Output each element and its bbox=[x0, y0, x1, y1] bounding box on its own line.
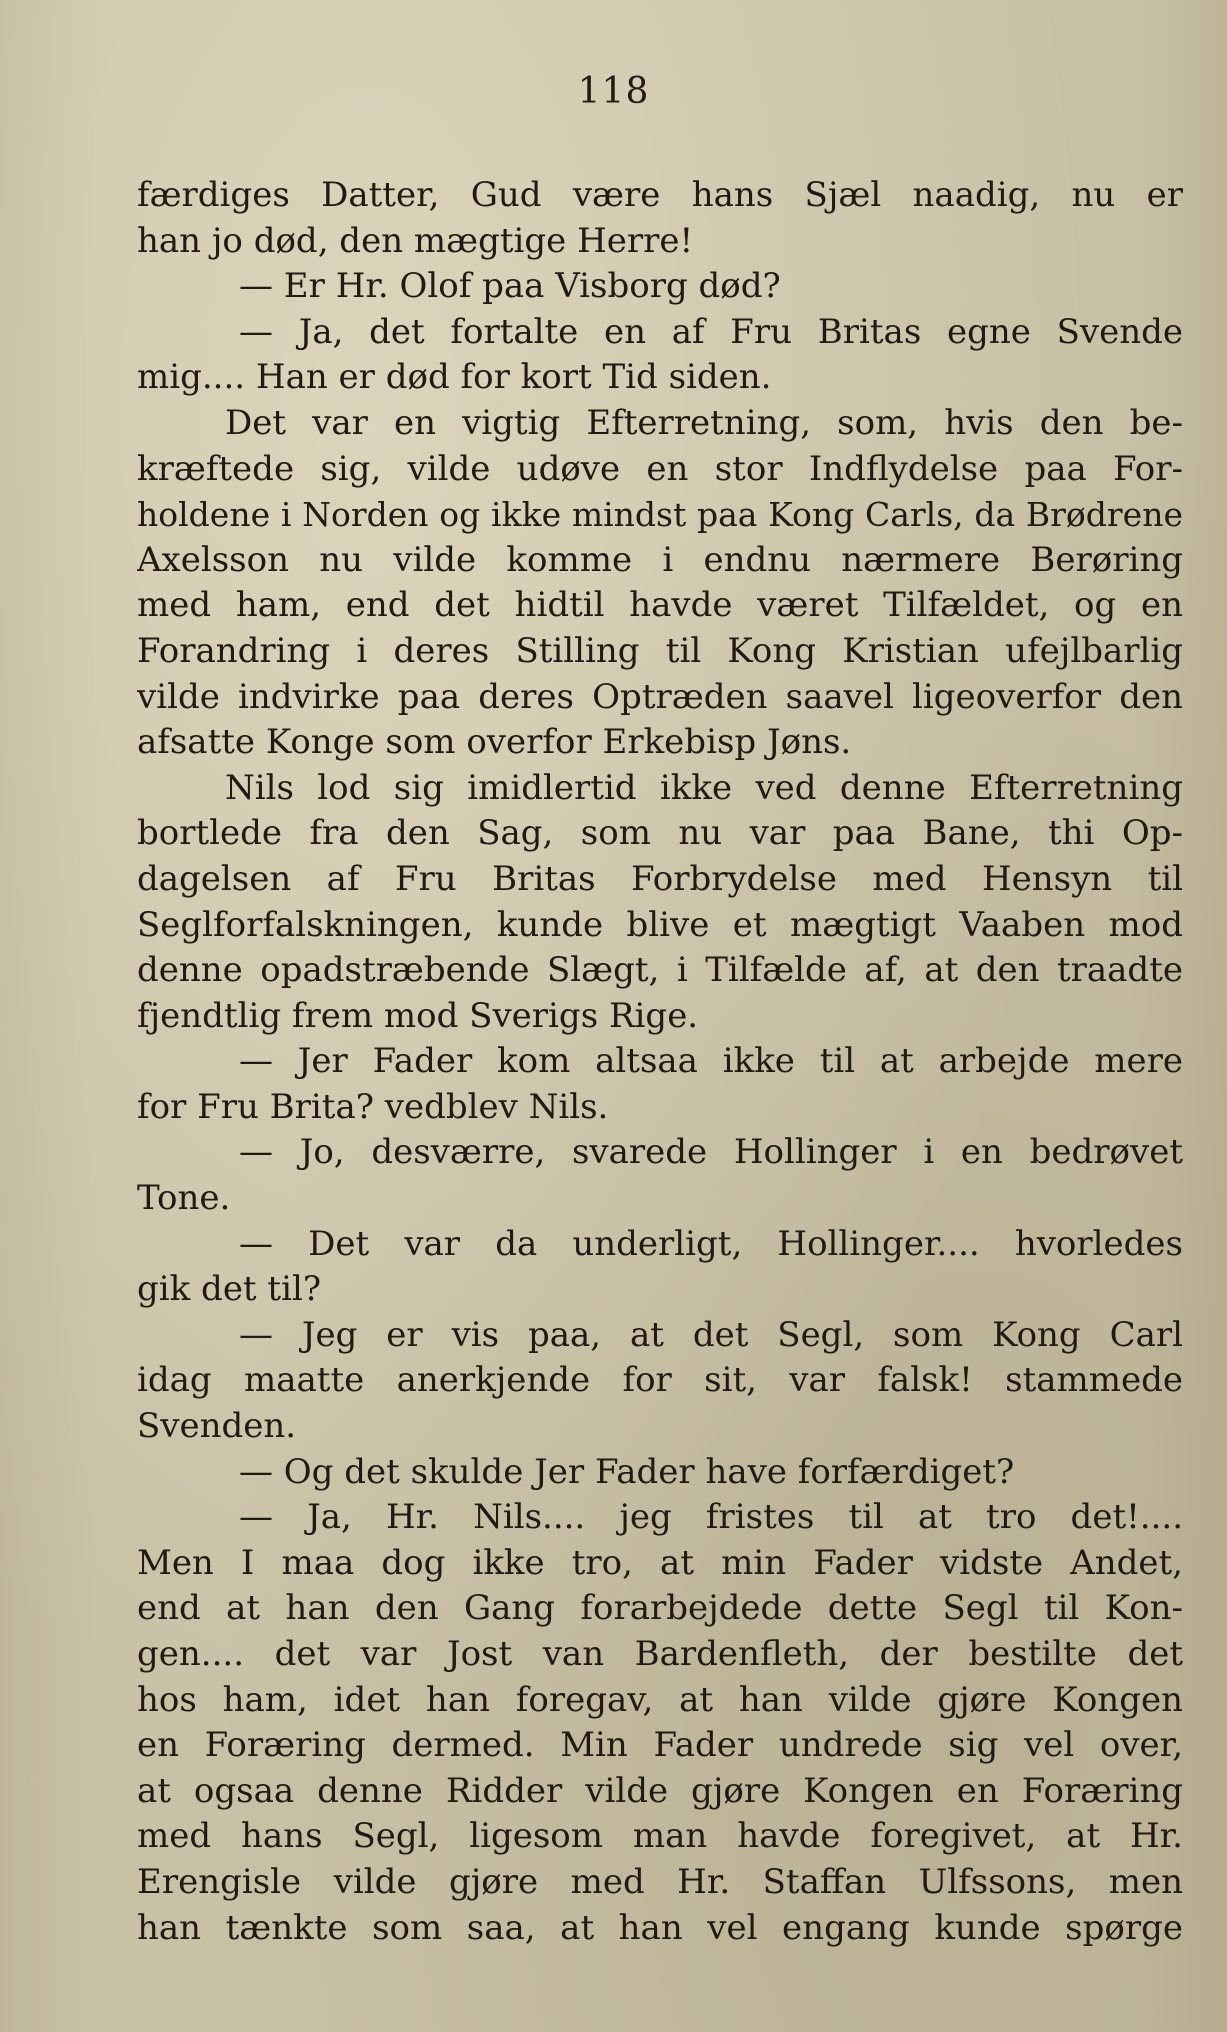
text-line: fjendtlig frem mod Sverigs Rige. bbox=[137, 995, 699, 1036]
text-line: for Fru Brita? vedblev Nils. bbox=[137, 1086, 609, 1127]
text-line: idag maatte anerkjende for sit, var falsk! stammede bbox=[137, 1360, 1183, 1401]
text-body bbox=[137, 173, 1183, 1951]
text-line: at ogsaa denne Ridder vilde gjøre Kongen en Foræring bbox=[137, 1770, 1183, 1811]
text-line: Erengisle vilde gjøre med Hr. Staffan Ulfssons, men bbox=[137, 1861, 1183, 1902]
text-line: gen.... det var Jost van Bardenfleth, der bestilte det bbox=[137, 1634, 1183, 1674]
text-line: — Det var da underligt, Hollinger.... hvorledes bbox=[239, 1223, 1183, 1264]
text-line: — Jer Fader kom altsaa ikke til at arbejde mere bbox=[239, 1041, 1183, 1082]
page-number: 118 bbox=[577, 71, 650, 112]
text-line: end at han den Gang forarbejdede dette Segl til Kon- bbox=[137, 1588, 1183, 1629]
text-line: med ham, end det hidtil havde været Tilfældet, og en bbox=[137, 585, 1183, 626]
text-line: holdene i Norden og ikke mindst paa Kong Carls, da Brødrene bbox=[137, 495, 1183, 535]
text-line: denne opadstræbende Slægt, i Tilfælde af, at den traadte bbox=[137, 950, 1183, 991]
text-line: afsatte Konge som overfor Erkebisp Jøns. bbox=[137, 722, 852, 763]
text-line: Axelsson nu vilde komme i endnu nærmere Berøring bbox=[137, 539, 1183, 580]
text-line: gik det til? bbox=[137, 1269, 322, 1310]
text-line: hos ham, idet han foregav, at han vilde gjøre Kongen bbox=[137, 1679, 1183, 1720]
text-line: en Foræring dermed. Min Fader undrede sig vel over, bbox=[137, 1725, 1183, 1766]
text-line: — Ja, det fortalte en af Fru Britas egne Svende bbox=[239, 311, 1183, 352]
text-line: kræftede sig, vilde udøve en stor Indflydelse paa For- bbox=[137, 448, 1183, 489]
text-line: færdiges Datter, Gud være hans Sjæl naadig, nu er bbox=[137, 175, 1183, 215]
text-line: — Jeg er vis paa, at det Segl, som Kong Carl bbox=[239, 1314, 1183, 1355]
text-line: Men I maa dog ikke tro, at min Fader vidste Andet, bbox=[137, 1542, 1183, 1583]
text-line: — Jo, desværre, svarede Hollinger i en bedrøvet bbox=[239, 1132, 1183, 1173]
text-line: bortlede fra den Sag, som nu var paa Bane, thi Op- bbox=[137, 813, 1183, 854]
text-line: Det var en vigtig Efterretning, som, hvis den be- bbox=[225, 402, 1183, 443]
text-line: — Og det skulde Jer Fader have forfærdiget? bbox=[239, 1451, 1015, 1492]
text-line: mig.... Han er død for kort Tid siden. bbox=[137, 357, 772, 398]
text-line: — Er Hr. Olof paa Visborg død? bbox=[239, 266, 781, 307]
text-line: Nils lod sig imidlertid ikke ved denne Efterretning bbox=[225, 767, 1183, 808]
text-line: vilde indvirke paa deres Optræden saavel ligeoverfor den bbox=[137, 676, 1183, 717]
text-line: Tone. bbox=[137, 1178, 231, 1219]
text-line: Svenden. bbox=[137, 1406, 297, 1447]
text-line: han jo død, den mægtige Herre! bbox=[137, 220, 694, 261]
text-line: — Ja, Hr. Nils.... jeg fristes til at tro det!.... bbox=[239, 1497, 1183, 1538]
text-line: han tænkte som saa, at han vel engang kunde spørge bbox=[137, 1907, 1183, 1948]
text-line: Seglforfalskningen, kunde blive et mægtigt Vaaben mod bbox=[137, 904, 1183, 945]
text-line: med hans Segl, ligesom man havde foregivet, at Hr. bbox=[137, 1816, 1183, 1857]
text-line: Forandring i deres Stilling til Kong Kristian ufejlbarlig bbox=[137, 630, 1183, 671]
text-line: dagelsen af Fru Britas Forbrydelse med Hensyn til bbox=[137, 858, 1183, 899]
